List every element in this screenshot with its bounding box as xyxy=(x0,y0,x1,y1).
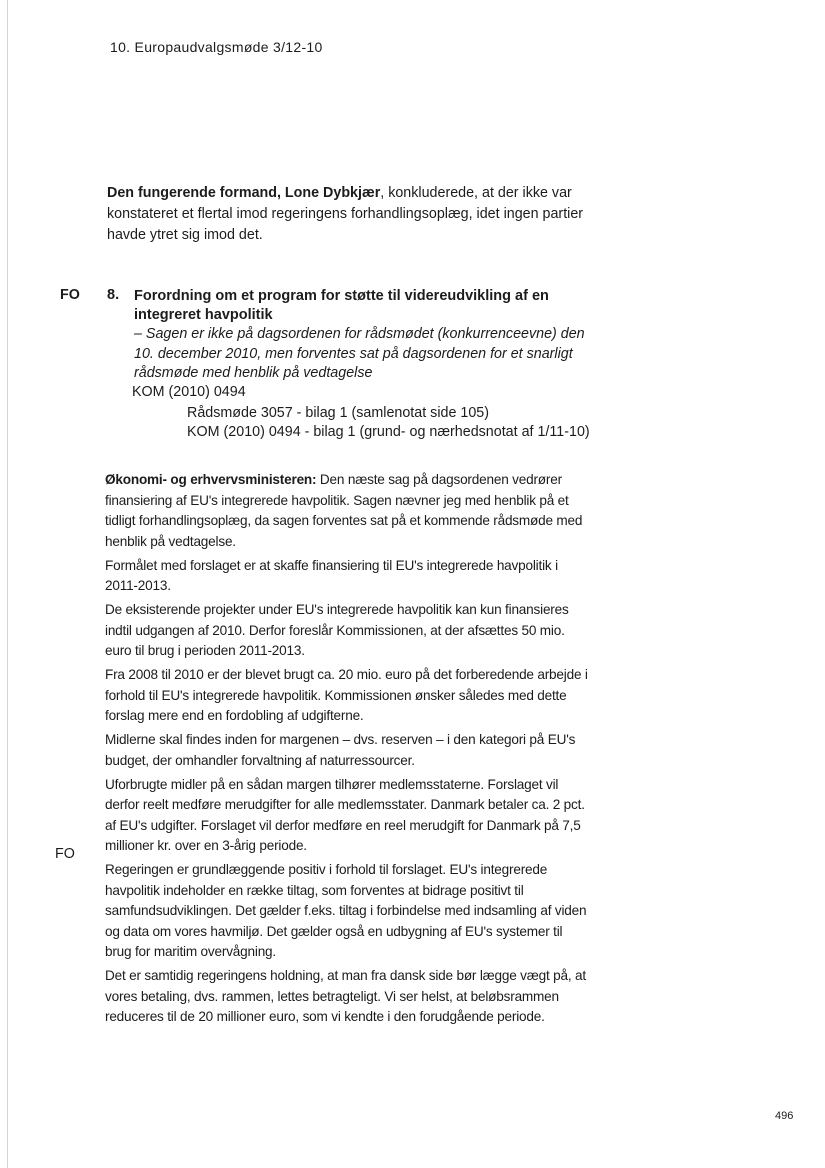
body-paragraph-3: De eksisterende projekter under EU's integrerede havpolitik kan kun finansieres indtil udgangen af 2010. Derfor foreslår Kommissionen, at der afsættes 50 mio. euro til brug i perioden 2011-2013. xyxy=(105,602,569,658)
page-header: 10. Europaudvalgsmøde 3/12-10 xyxy=(110,39,323,55)
item-reference-grundnotat: KOM (2010) 0494 - bilag 1 (grund- og nærhedsnotat af 1/11-10) xyxy=(187,424,590,440)
item-note: – Sagen er ikke på dagsordenen for rådsmødet (konkurrenceevne) den 10. december 2010, men forventes sat på dagsordenen for et snarligt rådsmøde med henblik på vedtagelse xyxy=(134,326,585,381)
item-reference-samlenotat: Rådsmøde 3057 - bilag 1 (samlenotat side 105) xyxy=(187,405,489,421)
body-paragraph-5: Midlerne skal findes inden for margenen – dvs. reserven – i den kategori på EU's budget, der omhandler forvaltning af naturressourcer. xyxy=(105,732,576,768)
item-title: Forordning om et program for støtte til videreudvikling af en integreret havpolitik xyxy=(134,288,549,323)
body-paragraph-4: Fra 2008 til 2010 er der blevet brugt ca. 20 mio. euro på det forberedende arbejde i forhold til EU's integrerede havpolitik. Kommissionen ønsker således med dette forslag mere end en fordobling af udgifterne. xyxy=(105,667,588,723)
body-paragraph-7: Regeringen er grundlæggende positiv i forhold til forslaget. EU's integrerede havpolitik indeholder en række tiltag, som forventes at bidrage positivt til samfundsudviklingen. Det gælder f.eks. tiltag i forbindelse med indsamling af viden og data om vores havmiljø. Det gælder også en udbygning af EU's systemer til brug for maritim overvågning. xyxy=(105,862,587,959)
page-edge-line xyxy=(7,0,8,1168)
minister-statement xyxy=(105,470,590,1031)
body-paragraph-2: Formålet med forslaget er at skaffe finansiering til EU's integrerede havpolitik i 2011-2013. xyxy=(105,557,558,593)
intro-text: , konkluderede, at der ikke var konstateret et flertal imod regeringens forhandlingsoplæg, idet ingen partier havde ytret sig imod det. xyxy=(107,185,584,243)
body-paragraph-6: Uforbrugte midler på en sådan margen tilhører medlemsstaterne. Forslaget vil derfor reelt medføre merudgifter for alle medlemsstater. Danmark betaler ca. 2 pct. af EU's udgifter. Forslaget vil derfor medføre en reel merudgift for Danmark på 7,5 millioner kr. over en 3-årig periode. xyxy=(105,776,585,853)
margin-mark-fo-2: FO xyxy=(55,846,75,862)
intro-speaker: Den fungerende formand, Lone Dybkjær xyxy=(107,185,381,201)
body-paragraph-8: Det er samtidig regeringens holdning, at man fra dansk side bør lægge vægt på, at vores betaling, dvs. rammen, lettes betragteligt. Vi ser helst, at beløbsrammen reduceres til de 20 millioner euro, som vi kendte i den forudgående periode. xyxy=(105,968,586,1024)
item-number: 8. xyxy=(107,287,120,303)
page-number: 496 xyxy=(775,1110,794,1122)
margin-mark-fo: FO xyxy=(60,287,80,303)
item-kom-reference: KOM (2010) 0494 xyxy=(132,384,246,400)
body-paragraph-1 xyxy=(105,470,590,552)
intro-paragraph xyxy=(107,183,597,246)
body-paragraph-1-text: Den næste sag på dagsordenen vedrører finansiering af EU's integrerede havpolitik. Sagen nævner jeg med henblik på et tidligt forhandlingsoplæg, da sagen forventes sat på et kommende rådsmøde med henblik på vedtagelse. xyxy=(105,472,583,549)
body-speaker: Økonomi- og erhvervsministeren: xyxy=(105,472,317,487)
